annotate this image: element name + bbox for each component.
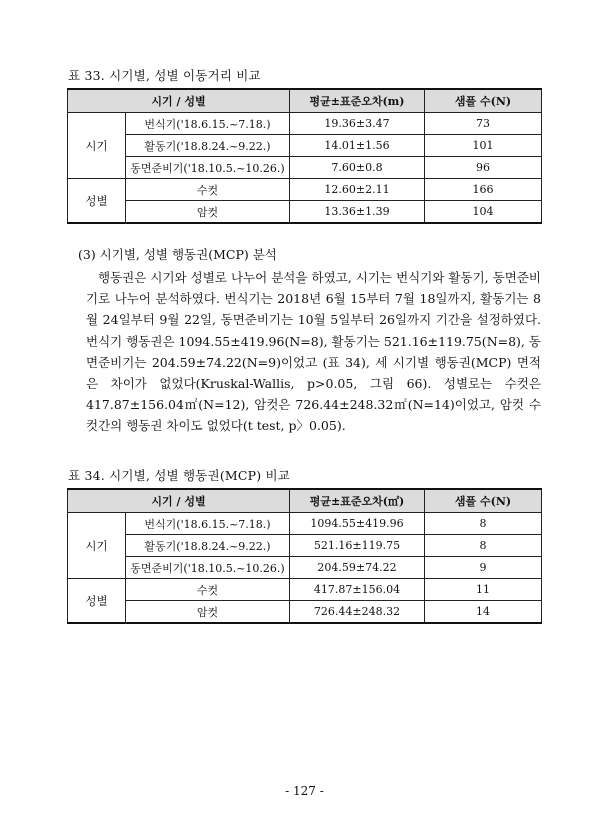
table-cell-mean: 1094.55±419.96 <box>290 513 425 535</box>
table-cell-n: 11 <box>425 579 542 601</box>
table-row <box>68 557 542 579</box>
table-cell-n: 73 <box>425 113 542 135</box>
table-cell-n: 8 <box>425 513 542 535</box>
table33-header-period-sex: 시기 / 성별 <box>68 89 290 113</box>
table-cell-n: 8 <box>425 535 542 557</box>
table33-header-n: 샘플 수(N) <box>425 89 542 113</box>
table-cell-mean: 13.36±1.39 <box>290 201 425 224</box>
table-cell-n: 96 <box>425 157 542 179</box>
table-cell-label: 수컷 <box>126 179 290 201</box>
table-cell-n: 9 <box>425 557 542 579</box>
table-cell-label: 동면준비기('18.10.5.~10.26.) <box>126 157 290 179</box>
table-cell-mean: 7.60±0.8 <box>290 157 425 179</box>
table34-header-n: 샘플 수(N) <box>425 489 542 513</box>
table34-caption: 표 34. 시기별, 성별 행동권(MCP) 비교 <box>68 468 291 483</box>
table-row <box>68 157 542 179</box>
table33-group-period: 시기 <box>68 113 126 179</box>
table-cell-mean: 12.60±2.11 <box>290 179 425 201</box>
table-cell-mean: 726.44±248.32 <box>290 601 425 624</box>
body-paragraph <box>86 267 541 437</box>
table-row <box>68 201 542 224</box>
table-cell-label: 번식기('18.6.15.~7.18.) <box>126 513 290 535</box>
table34-header-mean: 평균±표준오차(㎡) <box>290 489 425 513</box>
table-row <box>68 113 542 135</box>
table-cell-label: 동면준비기('18.10.5.~10.26.) <box>126 557 290 579</box>
table-row <box>68 179 542 201</box>
table-cell-n: 14 <box>425 601 542 624</box>
table33-header-mean: 평균±표준오차(m) <box>290 89 425 113</box>
table-row <box>68 135 542 157</box>
table-row <box>68 579 542 601</box>
table33-caption: 표 33. 시기별, 성별 이동거리 비교 <box>68 68 261 83</box>
table-cell-mean: 521.16±119.75 <box>290 535 425 557</box>
table-cell-n: 101 <box>425 135 542 157</box>
table-row <box>68 513 542 535</box>
table33-group-sex: 성별 <box>68 179 126 224</box>
table33 <box>67 88 542 224</box>
page-number: - 127 - <box>285 784 324 798</box>
table-row <box>68 535 542 557</box>
table34-group-sex: 성별 <box>68 579 126 624</box>
table-cell-label: 번식기('18.6.15.~7.18.) <box>126 113 290 135</box>
table34-group-period: 시기 <box>68 513 126 579</box>
table-cell-label: 활동기('18.8.24.~9.22.) <box>126 135 290 157</box>
table-cell-n: 104 <box>425 201 542 224</box>
table-cell-mean: 14.01±1.56 <box>290 135 425 157</box>
table-cell-mean: 204.59±74.22 <box>290 557 425 579</box>
body-paragraph-text: 행동권은 시기와 성별로 나누어 분석을 하였고, 시기는 번식기와 활동기, 동면준비기로 나누어 분석하였다. 번식기는 2018년 6월 15부터 7월 18일까지, 활동기는 8월 24일부터 9월 22일, 동면준비기는 10월 5일부터 26일까지 기간을 설정하였다. 번식기 행동권은 1094.55±419.96(N=8), 활동기는 521.16±119.75(N=8), 동면준비기는 204.59±74.22(N=9)이었고 (표 34), 세 시기별 행동권(MCP) 면적은 차이가 없었다(Kruskal-Wallis, p>0.05, 그림 66). 성별로는 수컷은 417.87±156.04㎡(N=12), 암컷은 726.44±248.32㎡(N=14)이었고, 암컷 수컷간의 행동권 차이도 없었다(t test, p〉0.05). <box>86 270 541 434</box>
table-cell-mean: 417.87±156.04 <box>290 579 425 601</box>
table-cell-label: 활동기('18.8.24.~9.22.) <box>126 535 290 557</box>
section-heading: (3) 시기별, 성별 행동권(MCP) 분석 <box>78 247 277 262</box>
table-cell-label: 수컷 <box>126 579 290 601</box>
table-cell-label: 암컷 <box>126 601 290 624</box>
table-cell-mean: 19.36±3.47 <box>290 113 425 135</box>
table34 <box>67 488 542 624</box>
table34-header-period-sex: 시기 / 성별 <box>68 489 290 513</box>
table-row <box>68 601 542 624</box>
table-cell-n: 166 <box>425 179 542 201</box>
table-cell-label: 암컷 <box>126 201 290 224</box>
